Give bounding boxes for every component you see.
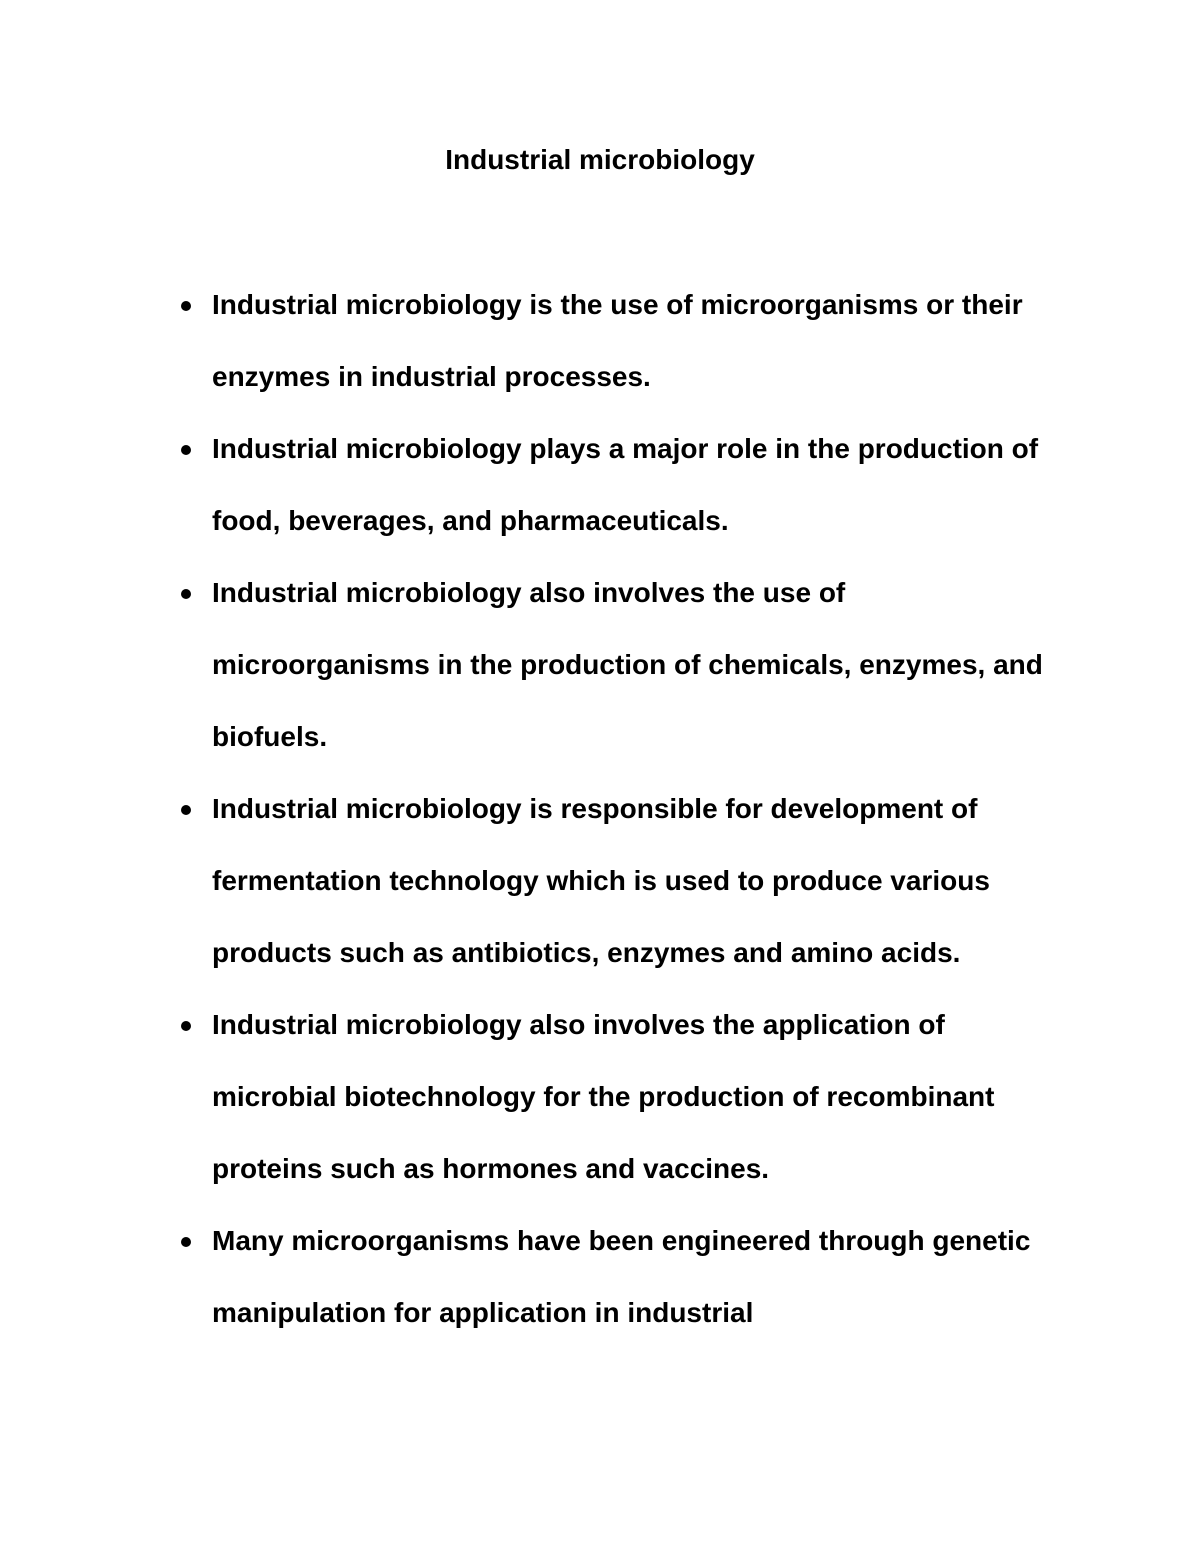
list-item-text: Many microorganisms have been engineered through genetic manipulation for application in industrial [212,1225,1031,1328]
list-item-text: Industrial microbiology is responsible for development of fermentation technology which is used to produce various products such as antibiotics, enzymes and amino acids. [212,793,990,968]
bullet-icon [181,1237,191,1247]
bullet-list [0,269,1200,1349]
bullet-icon [181,1021,191,1031]
page-title: Industrial microbiology [445,144,755,175]
list-item-text: Industrial microbiology also involves the use of microorganisms in the production of chemicals, enzymes, and biofuels. [212,577,1043,752]
bullet-icon [181,445,191,455]
bullet-icon [181,589,191,599]
bullet-icon [181,301,191,311]
list-item [0,989,1052,1205]
list-item [0,413,1052,557]
bullet-icon [181,805,191,815]
list-item-text: Industrial microbiology is the use of microorganisms or their enzymes in industrial processes. [212,289,1023,392]
list-item [0,773,1052,989]
list-item-text: Industrial microbiology also involves the application of microbial biotechnology for the production of recombinant proteins such as hormones and vaccines. [212,1009,995,1184]
list-item [0,557,1052,773]
list-item [0,269,1052,413]
list-item-text: Industrial microbiology plays a major role in the production of food, beverages, and pharmaceuticals. [212,433,1039,536]
list-item [0,1205,1052,1349]
